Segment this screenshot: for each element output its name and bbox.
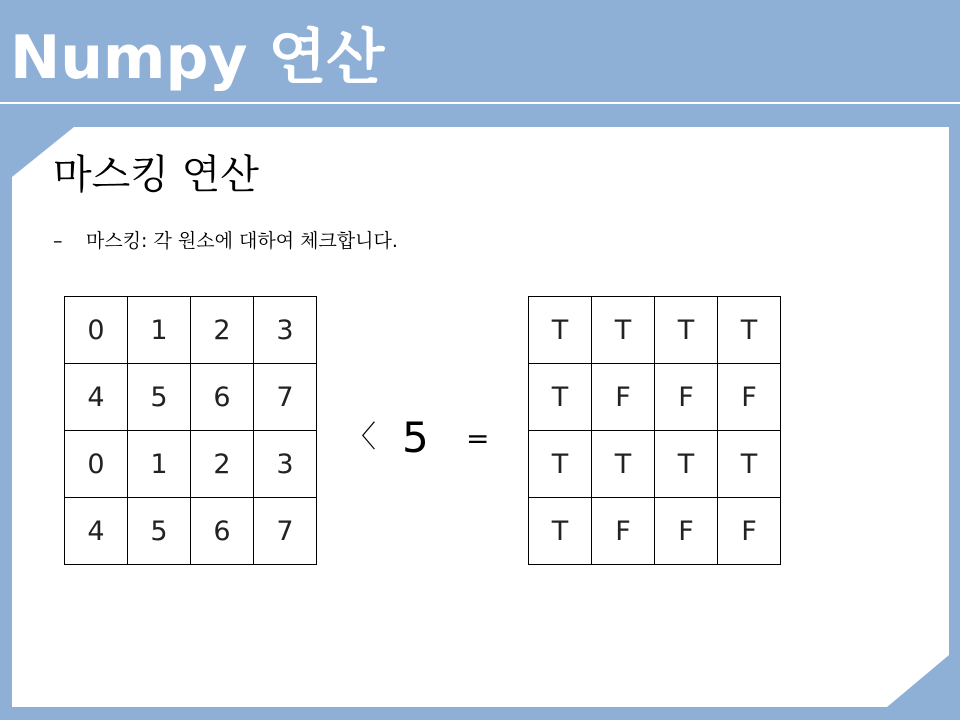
matrix-cell: 1 [128, 431, 191, 498]
bullet-text: 마스킹: 각 원소에 대하여 체크합니다. [86, 230, 398, 252]
matrix-cell: 7 [254, 364, 317, 431]
matrix-row [529, 364, 781, 431]
matrix-cell: 1 [128, 297, 191, 364]
slide-subtitle: 마스킹 연산 [53, 152, 259, 198]
matrix-cell: 2 [191, 297, 254, 364]
matrix-cell: T [592, 297, 655, 364]
comparison-value: 5 [402, 413, 429, 462]
matrix-cell: F [592, 364, 655, 431]
matrix-row [65, 364, 317, 431]
matrix-cell: 3 [254, 431, 317, 498]
matrix-cell: 2 [191, 431, 254, 498]
slide-title: Numpy 연산 [10, 23, 385, 93]
matrix-cell: 5 [128, 364, 191, 431]
matrix-row [65, 431, 317, 498]
matrix-row [529, 297, 781, 364]
title-divider [0, 102, 960, 104]
result-matrix [528, 296, 781, 565]
matrix-cell: T [529, 498, 592, 565]
title-bar [0, 0, 960, 102]
matrix-cell: 6 [191, 364, 254, 431]
matrix-cell: F [718, 498, 781, 565]
matrix-cell: F [718, 364, 781, 431]
matrix-cell: T [529, 431, 592, 498]
matrix-row [65, 498, 317, 565]
matrix-cell: T [529, 364, 592, 431]
matrix-cell: 0 [65, 297, 128, 364]
matrix-cell: F [655, 364, 718, 431]
matrix-cell: 4 [65, 498, 128, 565]
equals-sign: = [466, 422, 490, 455]
matrix-cell: F [655, 498, 718, 565]
matrix-cell: 5 [128, 498, 191, 565]
matrix-cell: T [655, 297, 718, 364]
matrix-cell: T [592, 431, 655, 498]
matrix-row [529, 498, 781, 565]
bullet-item [53, 227, 398, 255]
matrix-cell: 6 [191, 498, 254, 565]
input-matrix [64, 296, 317, 565]
matrix-cell: T [718, 297, 781, 364]
matrix-cell: T [718, 431, 781, 498]
matrix-cell: T [655, 431, 718, 498]
matrix-row [529, 431, 781, 498]
bullet-marker: – [53, 230, 63, 252]
matrix-cell: F [592, 498, 655, 565]
less-than-operator: 〈 [346, 420, 376, 455]
matrix-cell: 4 [65, 364, 128, 431]
matrix-cell: T [529, 297, 592, 364]
matrix-cell: 7 [254, 498, 317, 565]
matrix-row [65, 297, 317, 364]
matrix-cell: 3 [254, 297, 317, 364]
matrix-cell: 0 [65, 431, 128, 498]
